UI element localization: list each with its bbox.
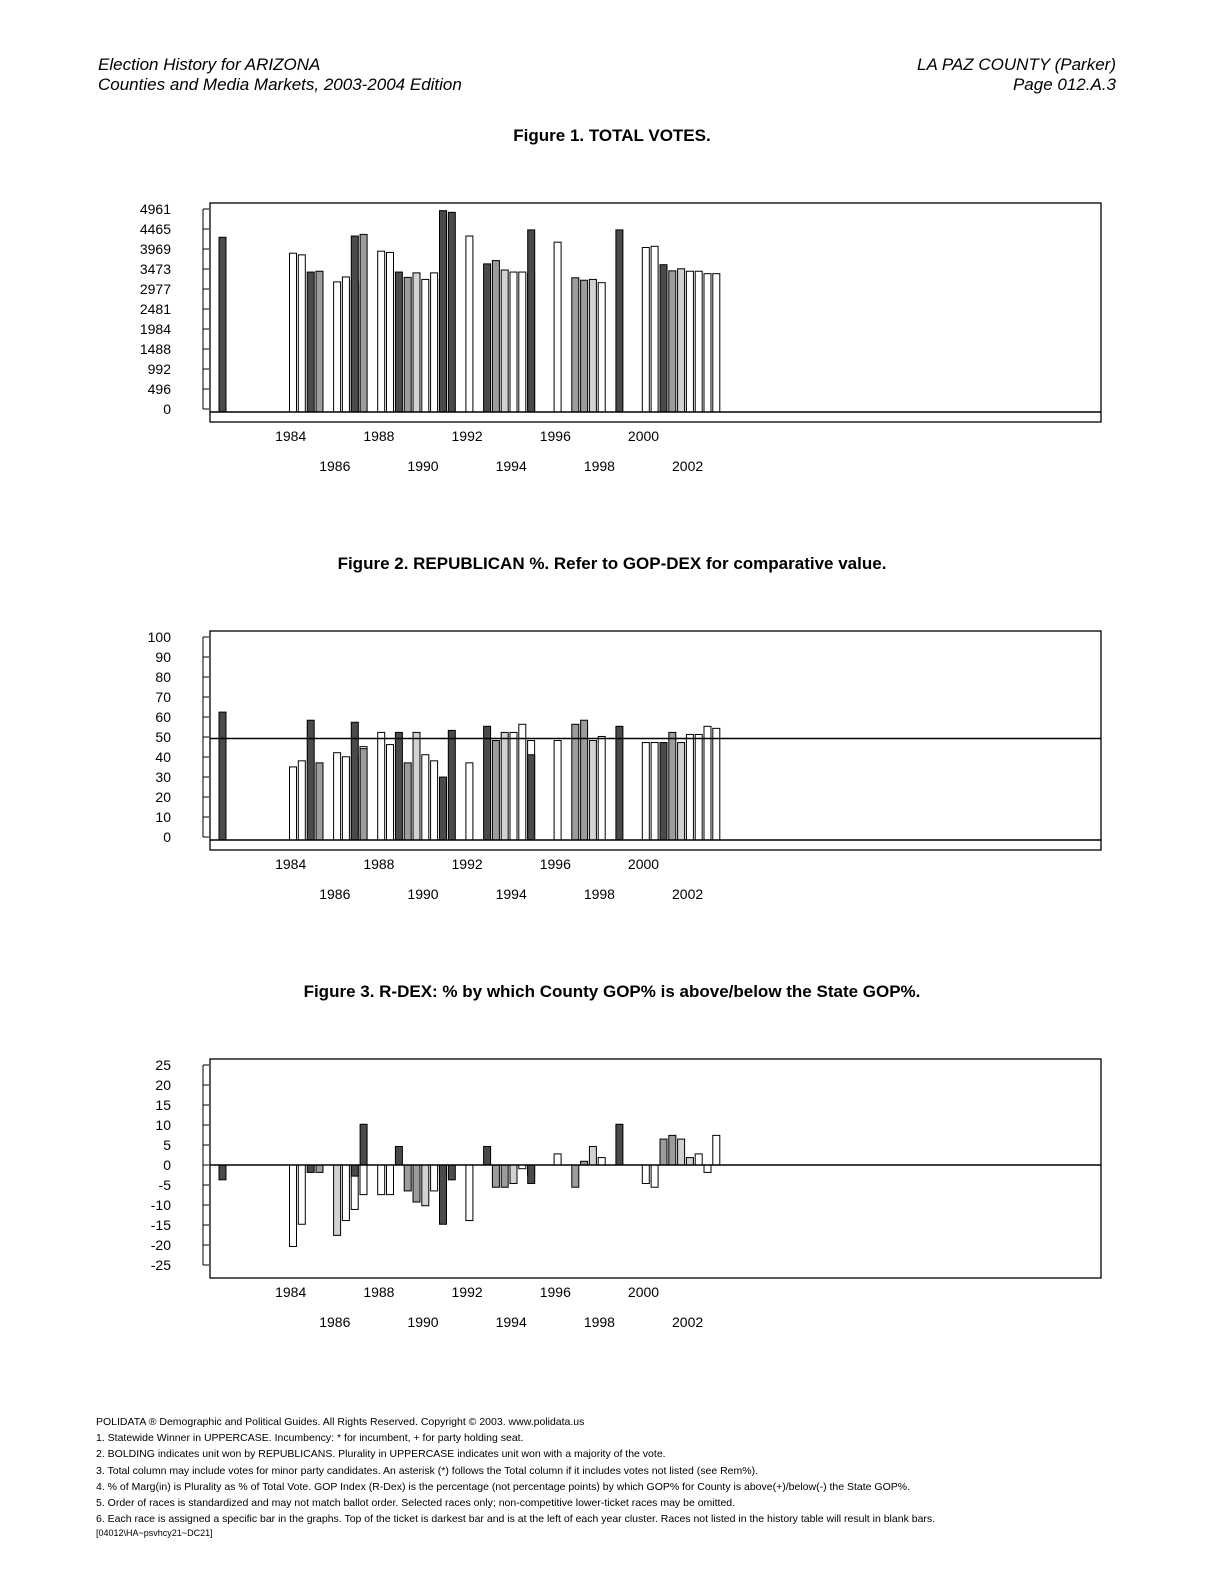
bar-1992-3 — [466, 236, 473, 412]
x-tick-label: 1986 — [319, 1314, 351, 1330]
bar-1990-2 — [413, 273, 420, 412]
bar-2000-3 — [642, 248, 649, 412]
bar-1998-3 — [598, 1158, 605, 1165]
y-tick-label: 3969 — [139, 241, 171, 257]
bar-1990-4 — [431, 1165, 438, 1191]
x-tick-label: 2002 — [672, 886, 704, 902]
bar-2002-1 — [669, 271, 676, 412]
bar-1994-1 — [492, 1165, 499, 1187]
bar-1996-3 — [554, 1154, 561, 1165]
bar-1988-0 — [351, 722, 358, 840]
header-page-number: Page 012.A.3 — [1012, 75, 1116, 94]
bar-1996-0 — [528, 755, 535, 840]
bar-1986-4 — [342, 757, 349, 840]
bar-1998-3 — [598, 283, 605, 412]
y-tick-label: 0 — [163, 401, 171, 417]
bar-2002-0 — [660, 265, 667, 412]
y-tick-label: 50 — [155, 729, 171, 745]
x-tick-label: 1996 — [539, 428, 571, 444]
y-tick-label: 1488 — [139, 341, 171, 357]
bar-1994-1 — [492, 261, 499, 412]
bar-1990-2 — [413, 1165, 420, 1202]
bar-1990-1 — [404, 277, 411, 412]
x-tick-label: 1998 — [583, 1314, 615, 1330]
y-tick-label: -15 — [150, 1217, 171, 1233]
bar-1990-3 — [422, 1165, 429, 1206]
bar-1998-0 — [572, 278, 579, 412]
bar-1990-1 — [404, 763, 411, 840]
bar-1998-2 — [589, 1146, 596, 1165]
bar-1982-0 — [219, 237, 226, 412]
bar-1986-3 — [334, 282, 341, 412]
y-tick-label: 60 — [155, 709, 171, 725]
x-tick-label: 1984 — [275, 856, 307, 872]
y-tick-label: 2977 — [139, 281, 171, 297]
bar-1990-0 — [395, 732, 402, 840]
bar-1988-1 — [360, 234, 367, 412]
bar-1994-1 — [492, 741, 499, 840]
bar-1990-4 — [431, 761, 438, 840]
bar-1990-3 — [422, 279, 429, 412]
bar-2002-6 — [713, 1135, 720, 1165]
bar-1990-0 — [395, 272, 402, 412]
x-tick-label: 2002 — [672, 1314, 704, 1330]
y-tick-label: -25 — [150, 1257, 171, 1273]
bar-1992-1 — [448, 730, 455, 840]
y-tick-label: 496 — [147, 381, 171, 397]
bar-2000-4 — [651, 1165, 658, 1187]
bar-1988-0 — [351, 1165, 358, 1176]
figure-2-title: Figure 2. REPUBLICAN %. Refer to GOP-DEX for comparative value. — [337, 554, 887, 573]
bar-2000-3 — [642, 1165, 649, 1184]
bar-1992-3 — [466, 1165, 473, 1221]
bar-2002-6 — [713, 274, 720, 412]
y-tick-label: -5 — [158, 1177, 171, 1193]
bar-2002-3 — [686, 734, 693, 840]
bar-1984-4 — [298, 761, 305, 840]
bar-2002-5 — [704, 1165, 711, 1172]
x-tick-label: 1994 — [495, 886, 527, 902]
y-tick-label: 4465 — [139, 221, 171, 237]
y-tick-label: 4961 — [139, 201, 171, 217]
bar-2000-0 — [616, 230, 623, 412]
x-tick-label: 1996 — [539, 856, 571, 872]
bar-1992-1 — [448, 212, 455, 412]
footer-line: POLIDATA ® Demographic and Political Guides. All Rights Reserved. Copyright © 2003. www.polidata.us — [96, 1416, 585, 1428]
figure-1-chart — [0, 190, 1224, 490]
bar-1988-3 — [378, 1165, 385, 1195]
x-tick-label: 1986 — [319, 886, 351, 902]
bar-1992-0 — [440, 211, 447, 412]
bar-1998-1 — [581, 280, 588, 412]
bar-1982-0 — [219, 1165, 226, 1180]
bar-1988-3 — [378, 251, 385, 412]
bar-1992-3 — [466, 763, 473, 840]
x-tick-label: 1984 — [275, 428, 307, 444]
bar-1986-3 — [334, 1165, 341, 1235]
bar-1988-3 — [378, 732, 385, 840]
y-tick-label: 5 — [163, 1137, 171, 1153]
bar-1986-1 — [316, 1165, 323, 1172]
figure-3-title: Figure 3. R-DEX: % by which County GOP% is above/below the State GOP%. — [303, 982, 921, 1001]
bar-1986-1 — [316, 271, 323, 412]
bar-1984-4 — [298, 1165, 305, 1224]
bar-1998-3 — [598, 736, 605, 840]
bar-2000-0 — [616, 1124, 623, 1165]
y-tick-label: 2481 — [139, 301, 171, 317]
bar-1986-1 — [316, 763, 323, 840]
bar-2002-4 — [695, 1154, 702, 1165]
bar-1996-0 — [528, 1165, 535, 1184]
y-tick-label: -10 — [150, 1197, 171, 1213]
bar-2000-4 — [651, 743, 658, 840]
bar-1988-4 — [387, 252, 394, 412]
y-tick-label: -20 — [150, 1237, 171, 1253]
bar-1986-0 — [307, 272, 314, 412]
x-tick-label: 1998 — [583, 886, 615, 902]
bar-1996-3 — [554, 741, 561, 840]
bar-2002-0 — [660, 743, 667, 840]
bar-1994-0 — [484, 264, 491, 412]
y-tick-label: 10 — [155, 809, 171, 825]
bar-1994-3 — [510, 1165, 517, 1184]
bar-1990-4 — [431, 273, 438, 412]
x-tick-label: 1992 — [451, 1284, 483, 1300]
bar-1988-1 — [360, 749, 367, 840]
bar-1992-0 — [440, 1165, 447, 1224]
y-tick-label: 20 — [155, 1077, 171, 1093]
bar-2002-2 — [678, 269, 685, 412]
bar-2002-4 — [695, 734, 702, 840]
bar-1994-0 — [484, 726, 491, 840]
page-header-right — [917, 55, 1116, 95]
y-tick-label: 0 — [163, 829, 171, 845]
x-tick-label: 1994 — [495, 1314, 527, 1330]
x-tick-label: 1990 — [407, 1314, 439, 1330]
page-header-left — [98, 55, 462, 95]
footer-line: 1. Statewide Winner in UPPERCASE. Incumbency: * for incumbent, + for party holding seat. — [96, 1432, 524, 1445]
bar-1994-4 — [519, 272, 526, 412]
y-tick-label: 20 — [155, 789, 171, 805]
bar-1984-4 — [298, 255, 305, 412]
bar-1984-3 — [290, 253, 297, 412]
bar-1984-3 — [290, 767, 297, 840]
y-tick-label: 80 — [155, 669, 171, 685]
x-tick-label: 1996 — [539, 1284, 571, 1300]
footer-code: [04012\HA~psvhcy21~DC21] — [96, 1528, 213, 1539]
x-tick-label: 2000 — [627, 428, 660, 444]
bar-2002-1 — [669, 1135, 676, 1165]
bar-1986-0 — [307, 1165, 314, 1172]
x-tick-label: 2000 — [627, 1284, 660, 1300]
y-tick-label: 3473 — [139, 261, 171, 277]
header-subtitle: Counties and Media Markets, 2003-2004 Edition — [98, 75, 462, 94]
y-tick-label: 0 — [163, 1157, 171, 1173]
bar-2002-4 — [695, 271, 702, 412]
y-tick-label: 30 — [155, 769, 171, 785]
x-tick-label: 2002 — [672, 458, 704, 474]
bar-1988-4 — [387, 1165, 394, 1195]
bar-2000-3 — [642, 743, 649, 840]
bar-1994-2 — [501, 1165, 508, 1187]
bar-1984-3 — [290, 1165, 297, 1246]
y-tick-label: 90 — [155, 649, 171, 665]
x-tick-label: 1988 — [363, 856, 395, 872]
x-tick-label: 1994 — [495, 458, 527, 474]
figure-2-chart — [0, 618, 1224, 918]
bar-2002-6 — [713, 728, 720, 840]
x-tick-label: 2000 — [627, 856, 660, 872]
y-tick-label: 100 — [147, 629, 171, 645]
bar-1992-0 — [440, 777, 447, 840]
header-county: LA PAZ COUNTY (Parker) — [917, 55, 1116, 74]
bar-2002-2 — [678, 1139, 685, 1165]
x-tick-label: 1990 — [407, 458, 439, 474]
bar-2002-5 — [704, 726, 711, 840]
x-tick-label: 1992 — [451, 856, 483, 872]
bar-1994-2 — [501, 732, 508, 840]
bar-1998-2 — [589, 741, 596, 840]
footer-line: 4. % of Marg(in) is Plurality as % of Total Vote. GOP Index (R-Dex) is the percentage (not percentage points) by which GOP% for County is above(+)/below(-) the State GOP%. — [96, 1480, 911, 1493]
bar-1990-3 — [422, 755, 429, 840]
x-tick-label: 1992 — [451, 428, 483, 444]
x-tick-label: 1984 — [275, 1284, 307, 1300]
footer-line: 6. Each race is assigned a specific bar in the graphs. Top of the ticket is darkest bar and is at the left of each year cluster. Races not listed in the history table will result in blank bars. — [96, 1513, 936, 1526]
bar-1996-3 — [554, 242, 561, 412]
bar-1982-0 — [219, 712, 226, 840]
y-tick-label: 40 — [155, 749, 171, 765]
bar-1986-4 — [342, 1165, 349, 1221]
y-tick-label: 992 — [147, 361, 171, 377]
bar-2000-4 — [651, 246, 658, 412]
bar-1988-1 — [360, 1124, 367, 1165]
footer-line: 3. Total column may include votes for minor party candidates. An asterisk (*) follows the Total column if it includes votes not listed (see Rem%). — [96, 1464, 758, 1477]
x-tick-label: 1986 — [319, 458, 351, 474]
y-tick-label: 1984 — [139, 321, 171, 337]
bar-1998-2 — [589, 279, 596, 412]
bar-2002-0 — [660, 1139, 667, 1165]
footer-line: 5. Order of races is standardized and may not match ballot order. Selected races only; non-competitive lower-ticket races may be omitted. — [96, 1497, 736, 1510]
bar-1986-4 — [342, 277, 349, 412]
bar-1994-3 — [510, 272, 517, 412]
bar-1990-2 — [413, 732, 420, 840]
x-tick-label: 1988 — [363, 1284, 395, 1300]
y-tick-label: 15 — [155, 1097, 171, 1113]
bar-2000-0 — [616, 726, 623, 840]
bar-1992-1 — [448, 1165, 455, 1180]
bar-1986-3 — [334, 753, 341, 840]
figure-3-chart — [0, 1046, 1224, 1346]
y-tick-label: 10 — [155, 1117, 171, 1133]
bar-1994-2 — [501, 270, 508, 412]
bar-2002-5 — [704, 274, 711, 412]
figure-1-title: Figure 1. TOTAL VOTES. — [513, 126, 711, 145]
bar-2002-2 — [678, 743, 685, 840]
bar-1994-3 — [510, 732, 517, 840]
bar-1990-0 — [395, 1146, 402, 1165]
bar-1986-6 — [360, 1165, 367, 1195]
footer-line: 2. BOLDING indicates unit won by REPUBLICANS. Plurality in UPPERCASE indicates unit won with a majority of the vote. — [96, 1448, 666, 1461]
bar-1998-0 — [572, 724, 579, 840]
bar-1996-0 — [528, 230, 535, 412]
bar-1988-4 — [387, 745, 394, 840]
x-tick-label: 1988 — [363, 428, 395, 444]
y-tick-label: 25 — [155, 1057, 171, 1073]
bar-1988-0 — [351, 236, 358, 412]
bar-2002-1 — [669, 732, 676, 840]
x-tick-label: 1990 — [407, 886, 439, 902]
bar-1990-1 — [404, 1165, 411, 1191]
bar-2002-3 — [686, 1158, 693, 1165]
bar-1994-0 — [484, 1146, 491, 1165]
y-tick-label: 70 — [155, 689, 171, 705]
x-tick-label: 1998 — [583, 458, 615, 474]
header-title: Election History for ARIZONA — [98, 55, 321, 74]
bar-2002-3 — [686, 271, 693, 412]
footer-notes — [96, 1414, 935, 1540]
bar-1994-4 — [519, 724, 526, 840]
bar-1998-0 — [572, 1165, 579, 1187]
